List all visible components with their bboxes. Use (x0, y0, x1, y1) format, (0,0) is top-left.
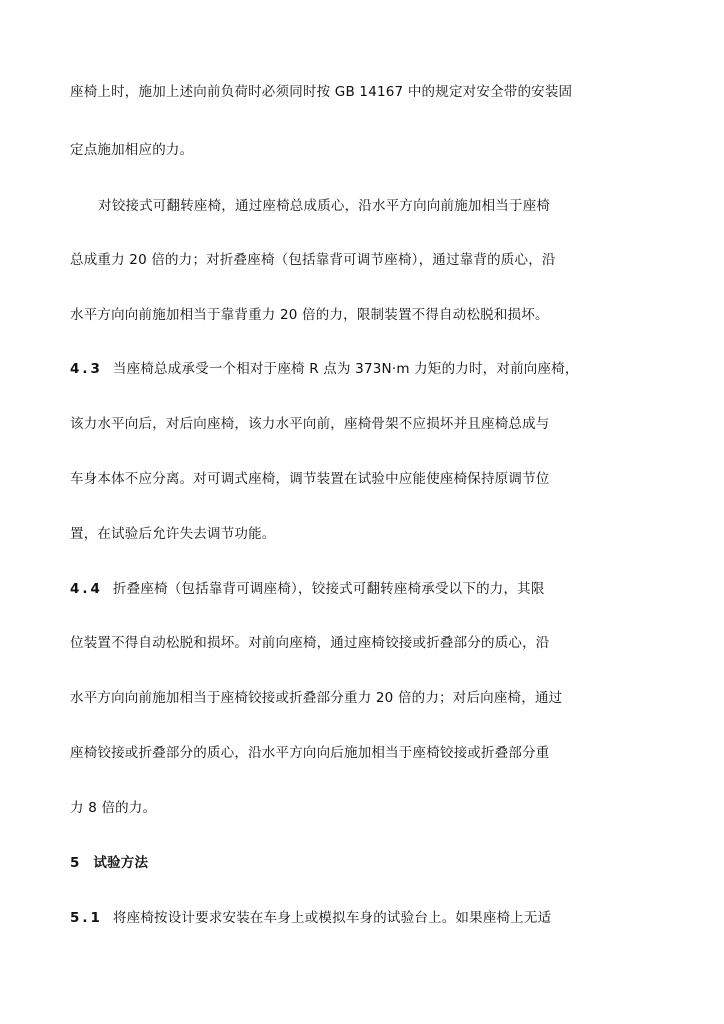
paragraph-line: 座椅上时，施加上述向前负荷时必须同时按 GB 14167 中的规定对安全带的安装固 (70, 84, 573, 100)
paragraph-line: 水平方向向前施加相当于靠背重力 20 倍的力，限制装置不得自动松脱和损坏。 (70, 307, 549, 323)
paragraph-line: 车身本体不应分离。对可调式座椅，调节装置在试验中应能使座椅保持原调节位 (70, 471, 550, 487)
paragraph-line: 水平方向向前施加相当于座椅铰接或折叠部分重力 20 倍的力；对后向座椅，通过 (70, 690, 563, 706)
section-5-heading (70, 853, 148, 873)
paragraph-line: 总成重力 20 倍的力；对折叠座椅（包括靠背可调节座椅），通过靠背的质心，沿 (70, 252, 556, 268)
section-5-1-first-line (70, 908, 551, 928)
section-number: 5.1 (70, 910, 103, 926)
section-text: 当座椅总成承受一个相对于座椅 R 点为 373N·m 力矩的力时，对前向座椅， (112, 361, 579, 377)
paragraph-line: 定点施加相应的力。 (70, 142, 194, 158)
section-title: 试验方法 (93, 855, 149, 871)
paragraph-line: 置，在试验后允许失去调节功能。 (70, 526, 276, 542)
section-number: 4.3 (70, 361, 103, 377)
section-text: 折叠座椅（包括靠背可调座椅），铰接式可翻转座椅承受以下的力，其限 (112, 581, 545, 597)
paragraph-line: 该力水平向后，对后向座椅，该力水平向前，座椅骨架不应损坏并且座椅总成与 (70, 416, 550, 432)
paragraph-line: 座椅铰接或折叠部分的质心，沿水平方向向后施加相当于座椅铰接或折叠部分重 (70, 745, 550, 761)
section-text: 将座椅按设计要求安装在车身上或模拟车身的试验台上。如果座椅上无适 (112, 910, 552, 926)
paragraph-line: 位装置不得自动松脱和损坏。对前向座椅，通过座椅铰接或折叠部分的质心，沿 (70, 635, 550, 651)
section-4-3-first-line (70, 359, 579, 379)
paragraph-line: 力 8 倍的力。 (70, 800, 157, 816)
section-number: 5 (70, 855, 80, 871)
section-4-4-first-line (70, 579, 545, 599)
section-number: 4.4 (70, 581, 103, 597)
paragraph-line: 对铰接式可翻转座椅，通过座椅总成质心，沿水平方向向前施加相当于座椅 (98, 198, 551, 214)
